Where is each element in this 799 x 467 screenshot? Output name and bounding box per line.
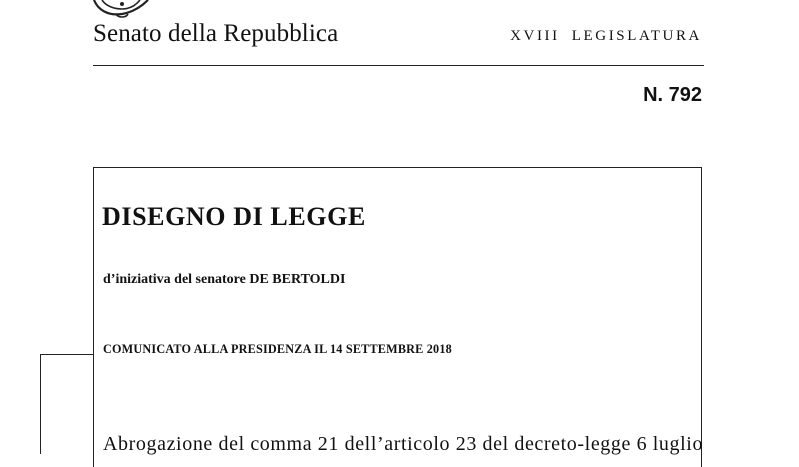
- bill-subject: Abrogazione del comma 21 dell’articolo 23 del decreto-legge 6 luglio: [103, 433, 704, 455]
- legislature-number: XVIII: [510, 28, 560, 44]
- republic-emblem-icon: [92, 0, 154, 22]
- communication-date-line: COMUNICATO ALLA PRESIDENZA IL 14 SETTEMBRE 2018: [103, 342, 452, 356]
- side-line-horizontal: [40, 354, 94, 355]
- document-number: N. 792: [643, 84, 702, 106]
- header-divider: [93, 65, 704, 66]
- legislature-text: LEGISLATURA: [571, 28, 702, 44]
- legislature-label: [510, 28, 702, 45]
- bill-type-title: DISEGNO DI LEGGE: [102, 202, 366, 231]
- side-line-vertical: [40, 354, 41, 454]
- senate-title: Senato della Repubblica: [93, 20, 339, 47]
- initiative-line: d’iniziativa del senatore DE BERTOLDI: [103, 272, 346, 287]
